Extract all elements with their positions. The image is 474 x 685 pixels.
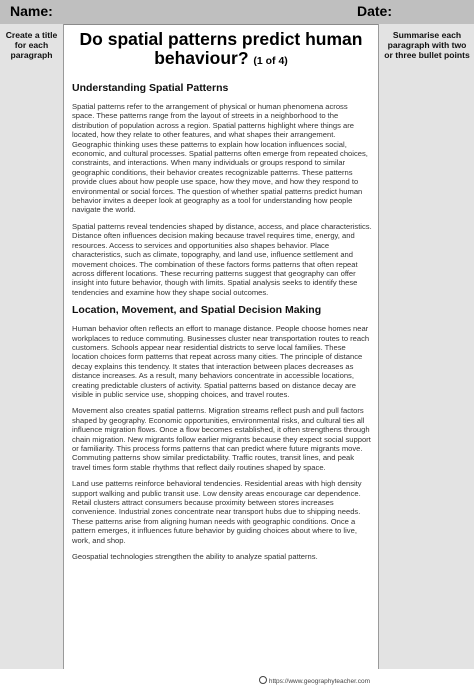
paragraph: Land use patterns reinforce behavioral tendencies. Residential areas with high density support walking and public transit use. Low density areas encourage car dependence. Retail clusters attract consumers because proximity between stores increases convenience. Industrial zones concentrate near transport hubs due to shipping needs. These patterns arise from aligning human needs with geographic conditions. Once a pattern emerges, it influences future behavior by guiding choices about where to live, work, and shop. — [72, 479, 362, 545]
title-column — [0, 24, 64, 669]
header-bar — [0, 0, 474, 25]
page-title — [64, 30, 378, 71]
footer — [259, 676, 370, 685]
worksheet-body — [64, 24, 378, 685]
paragraph: Geospatial technologies strengthen the ability to analyze spatial patterns. — [72, 552, 318, 562]
section-heading: Location, Movement, and Spatial Decision Making — [72, 304, 322, 317]
globe-icon — [259, 676, 267, 684]
paragraph: Spatial patterns reveal tendencies shaped by distance, access, and place characteristics. Distance often influences decision making because travel requires time, energy, and resources. Access to services and opportunities also shapes behavior. Place characteristics, such as climate, topography, and land use, influence settlement and movement choices. The combination of these factors forms patterns that often repeat across different locations. These recurring patterns suggest that geography can offer insight into future behavior, though with limits. Spatial analysis seeks to identify these tendencies and examine how they shape social outcomes. — [72, 221, 372, 297]
page-title-text: Do spatial patterns predict human behaviour? — [79, 29, 363, 68]
name-label: Name: — [10, 3, 53, 19]
website-link[interactable]: https://www.geographyteacher.com — [268, 678, 370, 685]
paragraph: Human behavior often reflects an effort to manage distance. People choose homes near workplaces to reduce commuting. Businesses cluster near transportation routes to reach customers. Schools appear near residential districts to serve local families. These location choices form patterns that repeat across many cities. The principle of distance decay explains this tendency. It states that interaction between places decreases as distance increases. As a result, many behaviors concentrate in accessible locations, creating predictable clusters of activity. Spatial patterns based on distance decay are visible in public service use, shopping choices, and travel routes. — [72, 324, 370, 399]
article-content — [72, 82, 372, 568]
title-column-instruction: Create a title for each paragraph — [5, 30, 58, 61]
paragraph: Movement also creates spatial patterns. Migration streams reflect push and pull factors shaped by geography. Economic opportunities, environmental risks, and cultural ties all influence migration flows. Once a flow becomes established, it often strengthens through chain migration. New migrants follow earlier migrants because they expect social support or familiarity. This process forms patterns that can predict where future migrants move. Commuting patterns show similar predictability. Traffic routes, transit lines, and peak travel times form stable rhythms that reflect daily routines shaped by space. — [72, 406, 371, 472]
date-label: Date: — [357, 3, 393, 19]
summary-column — [378, 24, 474, 669]
paragraph: Spatial patterns refer to the arrangement of physical or human phenomena across space. These patterns range from the layout of streets in a neighborhood to the distribution of population across a region. Spatial patterns highlight where things are located, how they relate to other features, and what shapes their arrangement. Geographic thinking uses these patterns to explain how location influences social, economic, and cultural processes. Spatial patterns often emerge from repeated choices, constraints, and interactions. When many individuals or groups respond to similar geographic conditions, their behavior creates recognizable patterns. These patterns provide clues about how people use space, how they move, and how they respond to environmental or social forces. The question of whether spatial patterns predict human behavior invites a deeper look at geography as a tool for understanding how people navigate the world. — [72, 102, 368, 215]
page-count: (1 of 4) — [253, 55, 288, 67]
section-heading: Understanding Spatial Patterns — [72, 82, 229, 94]
summary-column-instruction: Summarise each paragraph with two or three bullet points — [384, 30, 470, 61]
